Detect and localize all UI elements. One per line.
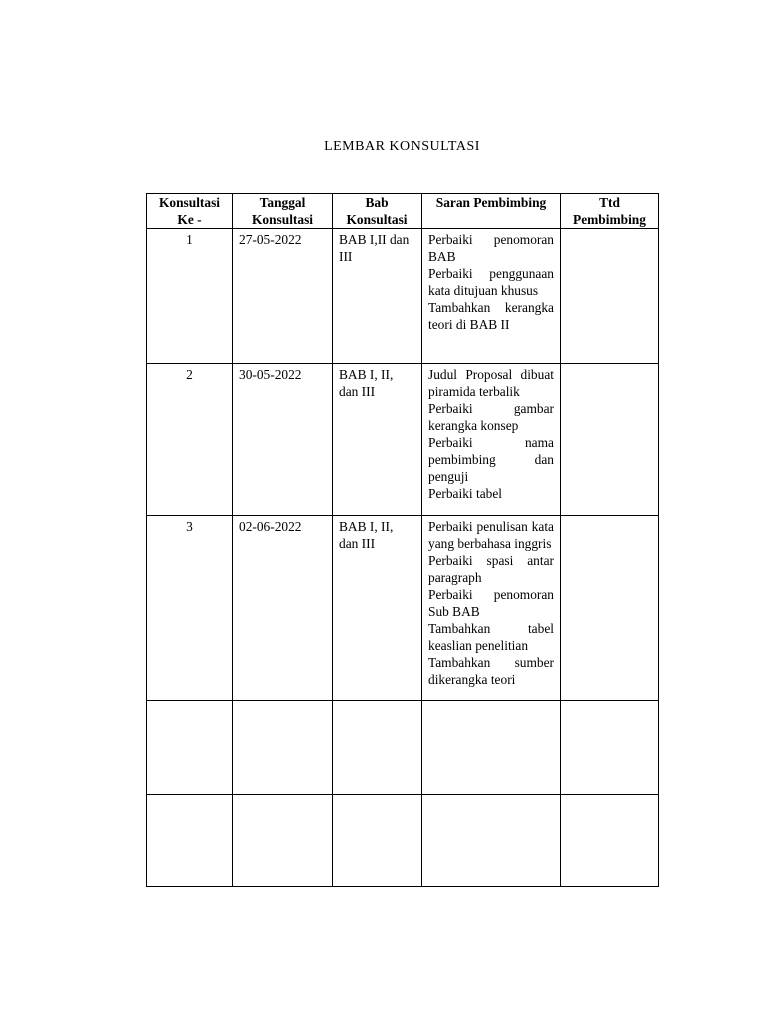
table-body bbox=[147, 229, 659, 887]
cell-ttd-signature[interactable] bbox=[561, 516, 659, 701]
saran-item: Tambahkan tabel keaslian penelitian bbox=[428, 621, 554, 653]
cell-saran bbox=[422, 516, 561, 701]
header-konsultasi-ke: Konsultasi Ke - bbox=[147, 194, 233, 229]
saran-item: Tambahkan kerangka teori di BAB II bbox=[428, 300, 554, 332]
cell-bab bbox=[333, 795, 422, 887]
cell-ttd-signature[interactable] bbox=[561, 229, 659, 364]
table-row-empty bbox=[147, 795, 659, 887]
header-ttd-pembimbing: Ttd Pembimbing bbox=[561, 194, 659, 229]
saran-item: Perbaiki penggunaan kata ditujuan khusus bbox=[428, 266, 554, 298]
saran-item: Perbaiki penomoran BAB bbox=[428, 232, 554, 264]
saran-item: Judul Proposal dibuat piramida terbalik bbox=[428, 367, 554, 399]
saran-item: Perbaiki spasi antar paragraph bbox=[428, 553, 554, 585]
cell-konsultasi-ke bbox=[147, 795, 233, 887]
cell-tanggal: 27-05-2022 bbox=[233, 229, 333, 364]
cell-ttd-signature[interactable] bbox=[561, 795, 659, 887]
cell-tanggal bbox=[233, 795, 333, 887]
cell-tanggal bbox=[233, 701, 333, 795]
header-tanggal-konsultasi: Tanggal Konsultasi bbox=[233, 194, 333, 229]
header-row bbox=[147, 194, 659, 229]
cell-tanggal: 30-05-2022 bbox=[233, 364, 333, 516]
cell-konsultasi-ke: 3 bbox=[147, 516, 233, 701]
table-row bbox=[147, 229, 659, 364]
saran-item: Perbaiki penomoran Sub BAB bbox=[428, 587, 554, 619]
cell-konsultasi-ke: 2 bbox=[147, 364, 233, 516]
header-bab-konsultasi: Bab Konsultasi bbox=[333, 194, 422, 229]
consultation-table bbox=[146, 193, 659, 887]
cell-bab bbox=[333, 701, 422, 795]
document-title: LEMBAR KONSULTASI bbox=[324, 139, 480, 154]
cell-tanggal: 02-06-2022 bbox=[233, 516, 333, 701]
cell-saran bbox=[422, 364, 561, 516]
table-row-empty bbox=[147, 701, 659, 795]
saran-item: Perbaiki tabel bbox=[428, 486, 502, 501]
saran-item: Perbaiki nama pembimbing dan penguji bbox=[428, 435, 554, 484]
cell-bab: BAB I, II, dan III bbox=[333, 516, 422, 701]
cell-ttd-signature[interactable] bbox=[561, 364, 659, 516]
cell-bab: BAB I, II, dan III bbox=[333, 364, 422, 516]
cell-ttd-signature[interactable] bbox=[561, 701, 659, 795]
cell-konsultasi-ke bbox=[147, 701, 233, 795]
saran-item: Perbaiki gambar kerangka konsep bbox=[428, 401, 554, 433]
cell-saran bbox=[422, 229, 561, 364]
cell-bab: BAB I,II dan III bbox=[333, 229, 422, 364]
header-saran-pembimbing: Saran Pembimbing bbox=[422, 194, 561, 229]
table-header bbox=[147, 194, 659, 229]
cell-konsultasi-ke: 1 bbox=[147, 229, 233, 364]
cell-saran bbox=[422, 701, 561, 795]
cell-saran bbox=[422, 795, 561, 887]
saran-item: Perbaiki penulisan kata yang berbahasa inggris bbox=[428, 519, 554, 551]
table-row bbox=[147, 516, 659, 701]
table-row bbox=[147, 364, 659, 516]
saran-item: Tambahkan sumber dikerangka teori bbox=[428, 655, 554, 687]
